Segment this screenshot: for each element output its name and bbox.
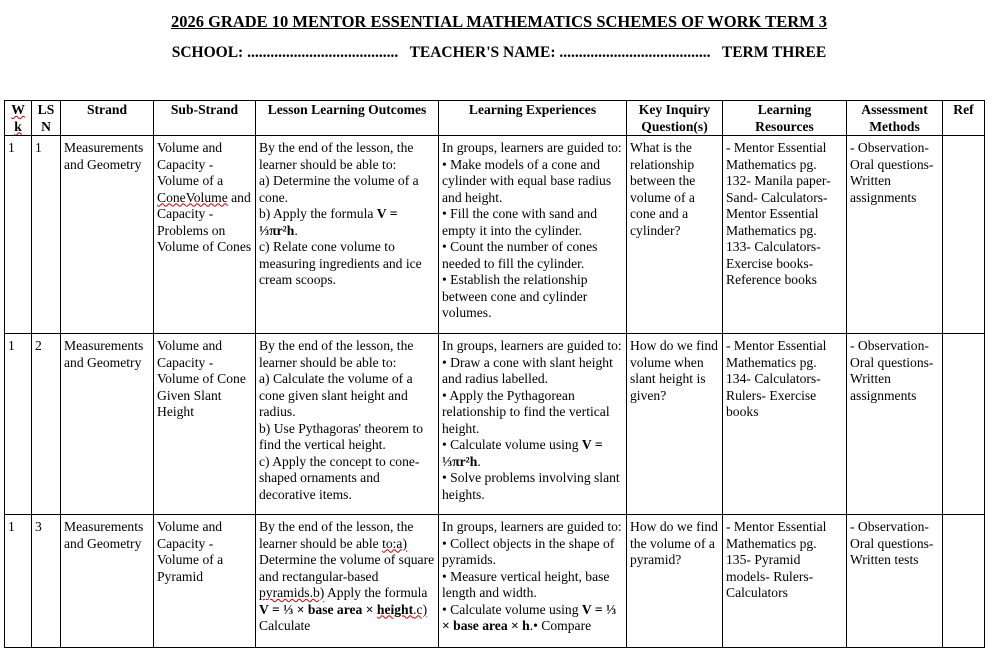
cell-week: 1 <box>5 334 32 515</box>
cell-experiences: In groups, learners are guided to: • Draw a cone with slant height and radius labelled. • Apply the Pythagorean relationship to find the vertical height. • Calculate volume using V = ⅓πr²h. • Solve problems involving slant heights. <box>439 334 627 515</box>
cell-lesson: 3 <box>32 515 61 648</box>
cell-resources: - Mentor Essential Mathematics pg. 132- Manila paper- Sand- Calculators- Mentor Essential Mathematics pg. 133- Calculators- Exercise books- Reference books <box>723 136 847 334</box>
cell-week: 1 <box>5 515 32 648</box>
cell-resources: - Mentor Essential Mathematics pg. 134- Calculators- Rulers- Exercise books <box>723 334 847 515</box>
table-row <box>5 136 985 334</box>
schemes-of-work-table <box>4 100 985 648</box>
cell-lesson: 2 <box>32 334 61 515</box>
cell-ref <box>943 136 985 334</box>
cell-ref <box>943 515 985 648</box>
cell-substrand: Volume and Capacity - Volume of Cone Given Slant Height <box>154 334 256 515</box>
cell-experiences: In groups, learners are guided to: • Collect objects in the shape of pyramids. • Measure vertical height, base length and width. • Calculate volume using V = ⅓ × base area × h.• Compare <box>439 515 627 648</box>
header-substrand: Sub-Strand <box>154 101 256 136</box>
header-week: W k <box>5 101 32 136</box>
cell-assessment: - Observation- Oral questions- Written tests <box>847 515 943 648</box>
header-strand: Strand <box>61 101 154 136</box>
cell-resources: - Mentor Essential Mathematics pg. 135- Pyramid models- Rulers- Calculators <box>723 515 847 648</box>
header-lesson: LS N <box>32 101 61 136</box>
cell-outcomes: By the end of the lesson, the learner should be able to:a) Determine the volume of square and rectangular-based pyramids.b) Apply the formula V = ⅓ × base area × height.c) Calculate <box>256 515 439 648</box>
cell-inquiry: How do we find volume when slant height is given? <box>627 334 723 515</box>
header-inquiry: Key Inquiry Question(s) <box>627 101 723 136</box>
document-meta-line: SCHOOL: ....................................... TEACHER'S NAME: ....................................... TERM THREE <box>171 44 827 61</box>
cell-experiences: In groups, learners are guided to: • Make models of a cone and cylinder with equal base radius and height. • Fill the cone with sand and empty it into the cylinder. • Count the number of cones needed to fill the cylinder. • Establish the relationship between cone and cylinder volumes. <box>439 136 627 334</box>
cell-week: 1 <box>5 136 32 334</box>
cell-substrand: Volume and Capacity - Volume of a Pyramid <box>154 515 256 648</box>
cell-inquiry: How do we find the volume of a pyramid? <box>627 515 723 648</box>
cell-substrand: Volume and Capacity - Volume of a ConeVolume and Capacity - Problems on Volume of Cones <box>154 136 256 334</box>
cell-lesson: 1 <box>32 136 61 334</box>
header-resources: Learning Resources <box>723 101 847 136</box>
header-row <box>5 101 985 136</box>
cell-outcomes: By the end of the lesson, the learner should be able to: a) Determine the volume of a cone. b) Apply the formula V = ⅓πr²h. c) Relate cone volume to measuring ingredients and ice cream scoops. <box>256 136 439 334</box>
cell-ref <box>943 334 985 515</box>
header-ref: Ref <box>943 101 985 136</box>
cell-strand: Measurements and Geometry <box>61 334 154 515</box>
cell-inquiry: What is the relationship between the volume of a cone and a cylinder? <box>627 136 723 334</box>
table-row <box>5 334 985 515</box>
cell-outcomes: By the end of the lesson, the learner should be able to: a) Calculate the volume of a cone given slant height and radius. b) Use Pythagoras' theorem to find the vertical height. c) Apply the concept to cone-shaped ornaments and decorative items. <box>256 334 439 515</box>
header-assessment: Assessment Methods <box>847 101 943 136</box>
cell-assessment: - Observation- Oral questions- Written assignments <box>847 136 943 334</box>
header-outcomes: Lesson Learning Outcomes <box>256 101 439 136</box>
cell-assessment: - Observation- Oral questions- Written assignments <box>847 334 943 515</box>
header-experiences: Learning Experiences <box>439 101 627 136</box>
document-title: 2026 GRADE 10 MENTOR ESSENTIAL MATHEMATICS SCHEMES OF WORK TERM 3 <box>170 12 828 31</box>
cell-strand: Measurements and Geometry <box>61 136 154 334</box>
cell-strand: Measurements and Geometry <box>61 515 154 648</box>
table-row <box>5 515 985 648</box>
